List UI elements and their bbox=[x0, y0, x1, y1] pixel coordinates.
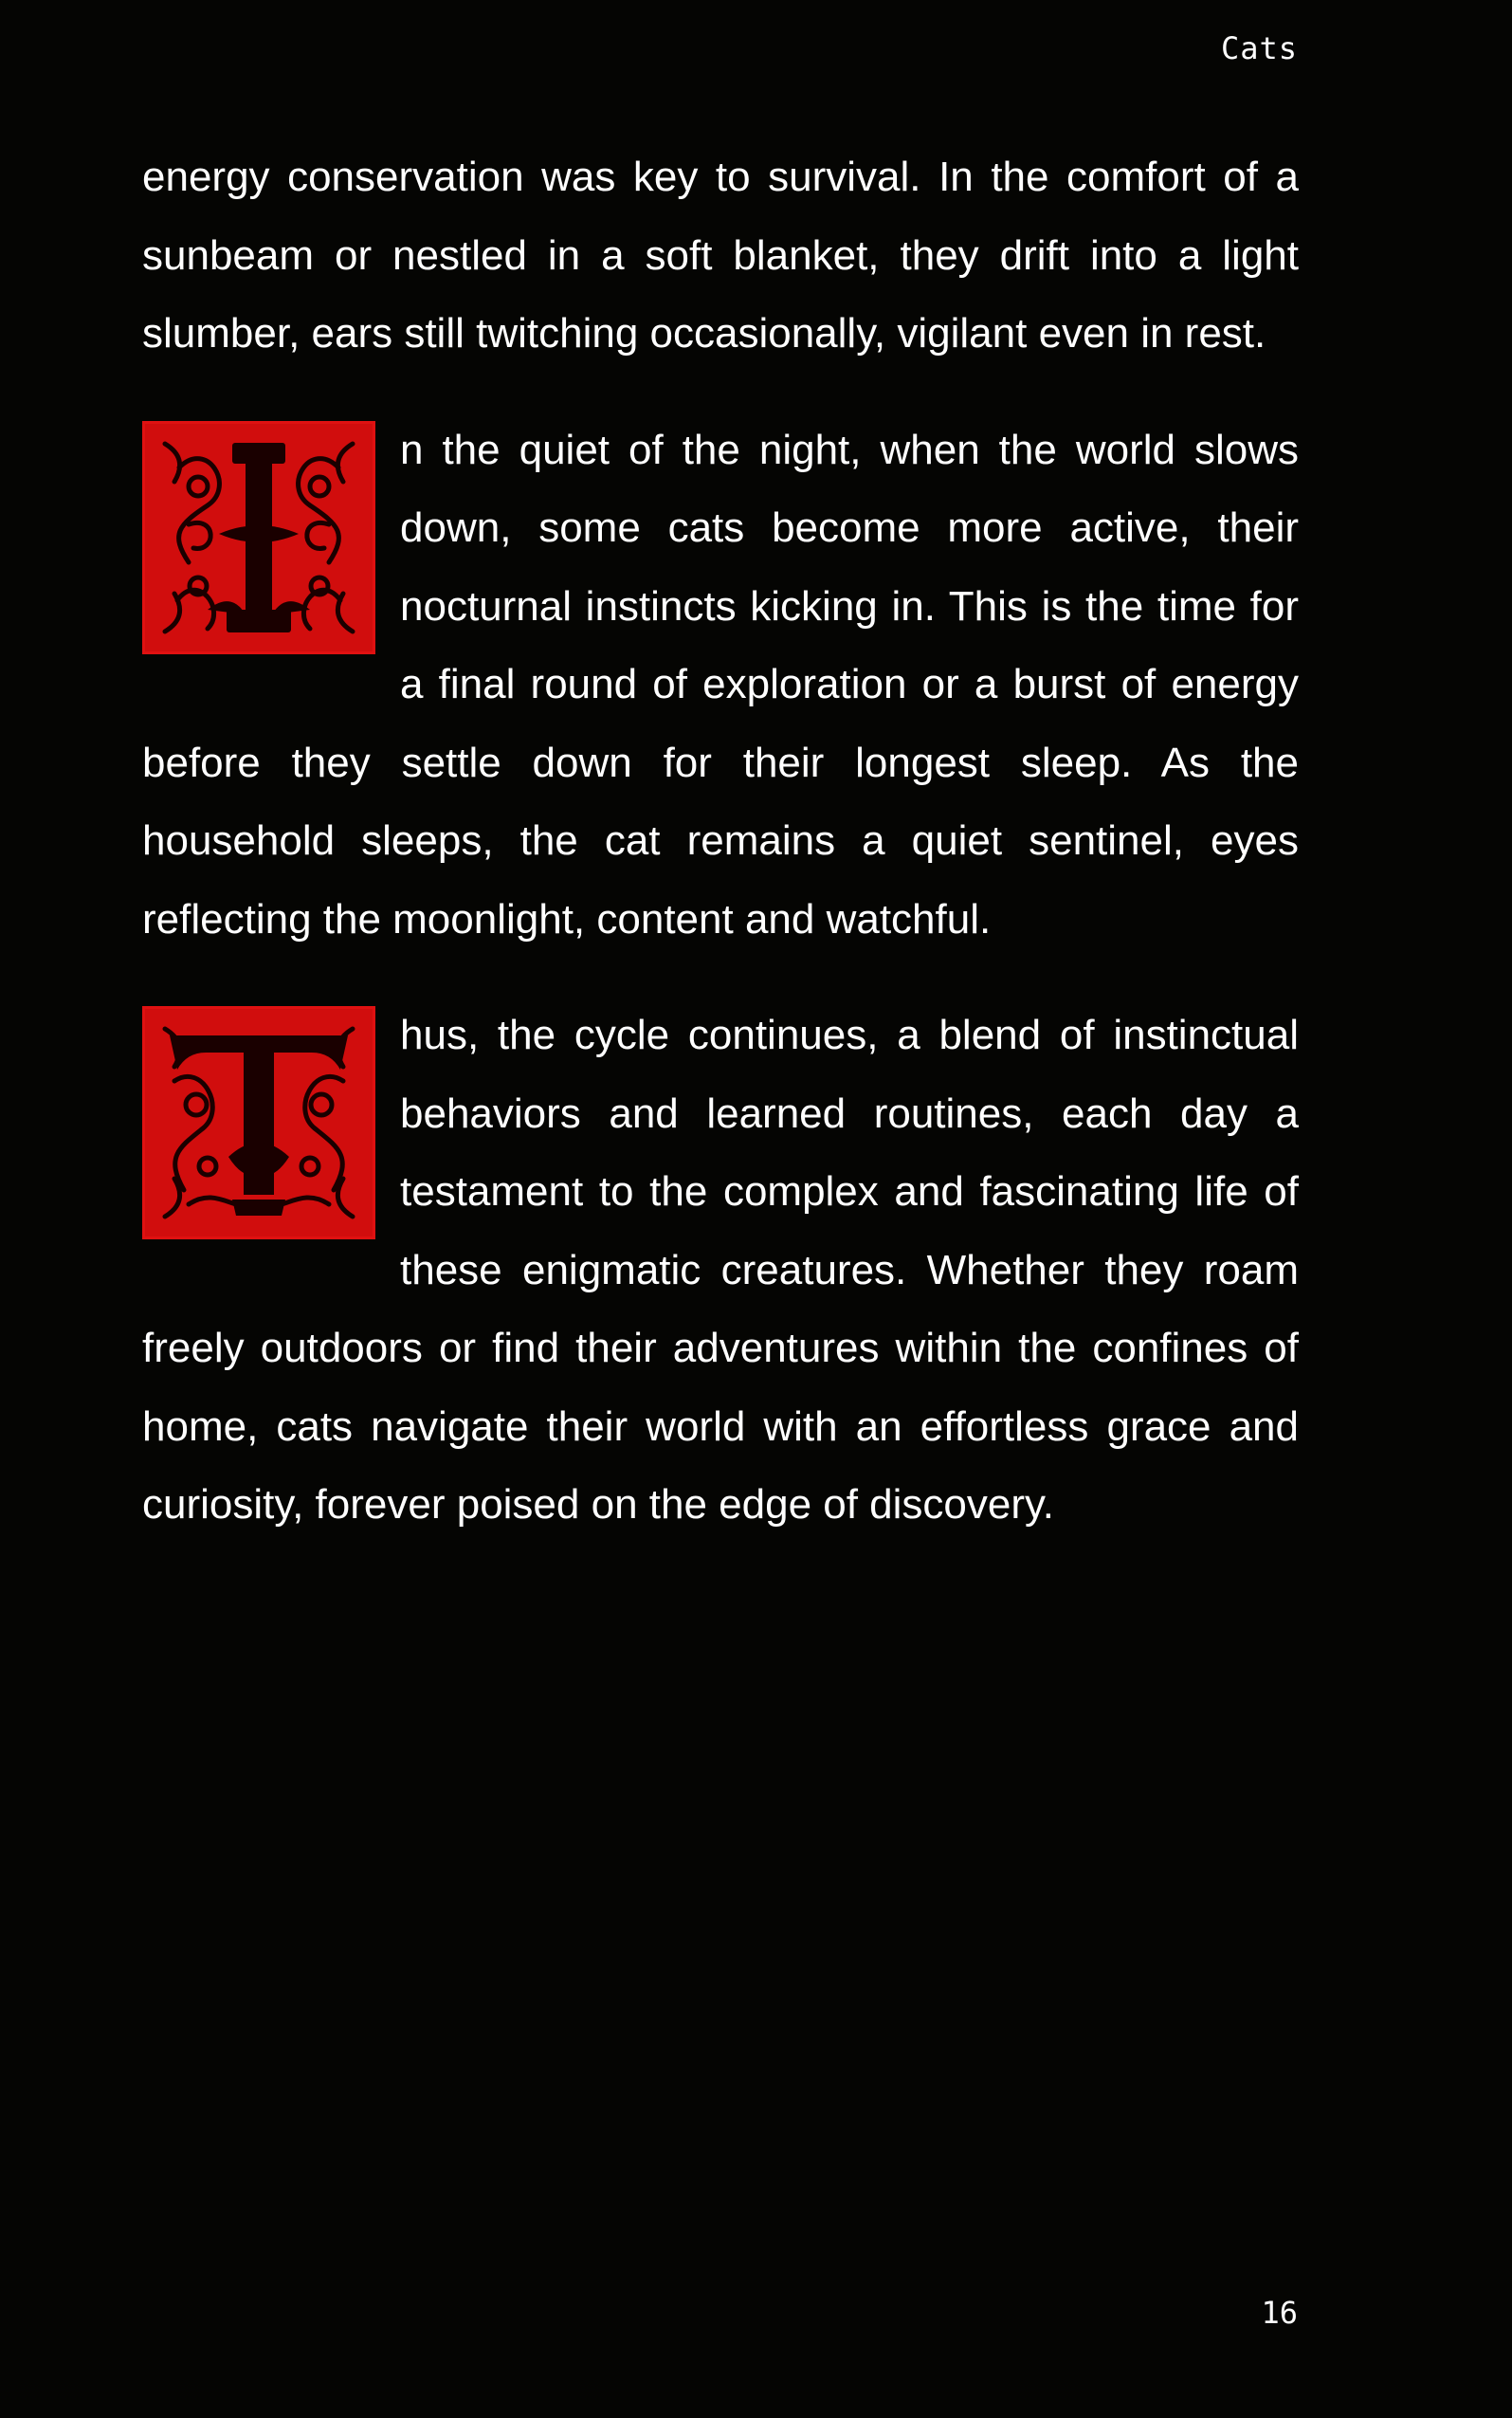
page-number: 16 bbox=[1261, 2295, 1298, 2331]
ornamental-drop-cap-i bbox=[142, 421, 375, 654]
ornamental-drop-cap-t bbox=[142, 1006, 375, 1239]
running-header-title: Cats bbox=[1220, 30, 1298, 66]
ornamental-letter-i-icon bbox=[151, 430, 367, 646]
body-text bbox=[142, 138, 1299, 1583]
paragraph bbox=[142, 138, 1299, 374]
paragraph-text: n the quiet of the night, when the world slows down, some cats become more active, their nocturnal instincts kicking in. This is the time for a final round of exploration or a burst of energy before they settle down for their longest sleep. As the household sleeps, the cat remains a quiet sentinel, eyes reflecting the moonlight, content and watchful. bbox=[142, 426, 1299, 943]
paragraph-text: hus, the cycle continues, a blend of instinctual behaviors and learned routines, each day a testament to the complex and fascinating life of these enigmatic creatures. Whether they roam freely outdoors or find their adventures within the confines of home, cats navigate their world with an effortless grace and curiosity, forever poised on the edge of discovery. bbox=[142, 1012, 1299, 1528]
paragraph bbox=[142, 997, 1299, 1545]
paragraph-text: energy conservation was key to survival. In the comfort of a sunbeam or nestled in a soft blanket, they drift into a light slumber, ears still twitching occasionally, vigilant even in rest. bbox=[142, 154, 1299, 357]
paragraph bbox=[142, 412, 1299, 960]
ornamental-letter-t-icon bbox=[151, 1015, 367, 1231]
